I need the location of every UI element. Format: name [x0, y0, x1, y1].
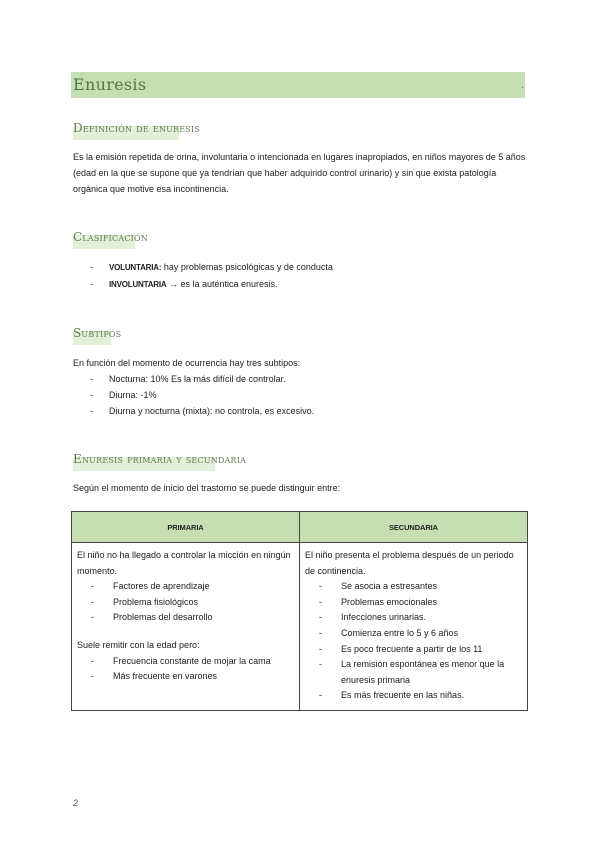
list-item: - Problema fisiológicos — [91, 596, 199, 607]
secondary-cell: El niño presenta el problema después de un periodo de continencia. - Se asocia a estresantes - Problemas emocionales - Infecciones urinarias. - Comienza entre lo 5 y 6 años - Es poco frecuente a partir de los 11 - La remisión espontánea es menor que la enuresis primaria - Es más frecuente en las niñas. — [300, 543, 528, 711]
table-header-secondary: SECUNDARIA — [300, 512, 528, 543]
page-number: 2 — [73, 798, 79, 808]
primary-secondary-intro: Según el momento de inicio del trastorno se puede distinguir entre: — [73, 483, 341, 493]
list-item: - Factores de aprendizaje — [91, 581, 210, 592]
list-item: - Es más frecuente en las niñas. — [319, 690, 465, 701]
list-item: - Nocturna: 10% Es la más difícil de controlar. — [90, 374, 286, 384]
list-item: - La remisión espontánea es menor que la enuresis primaria — [319, 659, 505, 685]
subtypes-list — [90, 371, 520, 419]
list-item: - Frecuencia constante de mojar la cama — [91, 655, 271, 666]
classification-list — [90, 259, 520, 293]
comparison-table — [71, 511, 528, 711]
list-item: - Infecciones urinarias. — [319, 612, 427, 623]
list-item: - Más frecuente en varones — [91, 671, 218, 682]
title-mark: . — [521, 80, 524, 91]
definition-text: Es la emisión repetida de orina, involuntaria o intencionada en lugares inapropiados, en niños mayores de 5 años (edad en la que se supone que ya tendrían que haber adquirido control urinario) y sin que exista patología orgánica que motive esa incontinencia. — [73, 152, 526, 194]
document-page: Enuresis . Definición de enuresis Es la emisión repetida de orina, involuntaria o intencionada en lugares inapropiados, en niños mayores de 5 años (edad en la que se supone que ya tendrían que haber adquirido control urinario) y sin que exista patología orgánica que motive esa incontinencia. Clasificación - VOLUNTARIA: hay problemas psicológicas y de conducta - INVOLUNTARIA → es la auténtica enuresis. Subtipos En función del momento de ocurrencia hay tres subtipos: - Nocturna: 10% Es la más difícil de controlar. - Diurna: -1% - Diurna y nocturna (mixta): no controla, es excesivo. Enuresis primaria y secundaria Según el momento de inicio del trastorno se puede distinguir entre: PRIMARIA SECUNDARIA El niño no ha llegado a controlar la micción en ningún momento. - Factores de aprendizaje - Problema fisiológicos - Problemas del desarrollo Suele remitir con la edad pero: - Frecuencia constante de mojar la cama - Más frecuente en varones El niño presenta el problema después de un periodo de continencia. - Se asocia a estresantes - Problemas emocionales - Infecciones urinarias. - Comienza entre lo 5 y 6 años - Es poco frecuente a partir de los 11 - La remisión espontánea es menor que la enuresis primaria - Es más frecuente en las niñas. 2 — [0, 0, 600, 848]
primary-cell: El niño no ha llegado a controlar la micción en ningún momento. - Factores de aprendizaje - Problema fisiológicos - Problemas del desarrollo Suele remitir con la edad pero: - Frecuencia constante de mojar la cama - Más frecuente en varones — [72, 543, 300, 711]
list-item: - VOLUNTARIA: hay problemas psicológicas y de conducta — [90, 262, 333, 272]
list-item: - Comienza entre lo 5 y 6 años — [319, 627, 459, 638]
list-item: - Se asocia a estresantes — [319, 581, 438, 592]
title-bar — [71, 72, 525, 98]
subtypes-intro: En función del momento de ocurrencia hay tres subtipos: — [73, 358, 301, 368]
list-item: - Diurna: -1% — [90, 390, 157, 400]
list-item: - INVOLUNTARIA → es la auténtica enuresis. — [90, 279, 278, 289]
list-item: - Problemas emocionales — [319, 596, 438, 607]
table-header-primary: PRIMARIA — [72, 512, 300, 543]
list-item: - Es poco frecuente a partir de los 11 — [319, 643, 483, 654]
page-title: Enuresis — [73, 75, 147, 94]
list-item: - Diurna y nocturna (mixta): no controla, es excesivo. — [90, 406, 315, 416]
list-item: - Problemas del desarrollo — [91, 612, 213, 623]
